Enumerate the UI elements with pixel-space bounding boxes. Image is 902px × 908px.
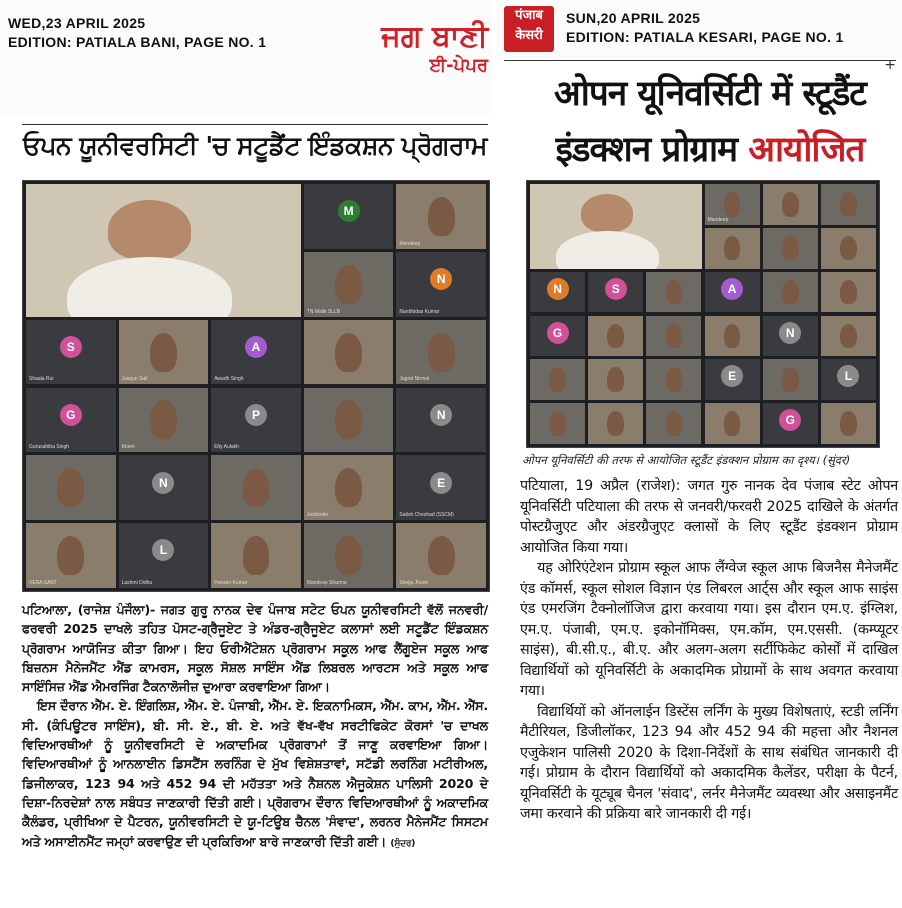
participant-avatar: A [245,336,267,358]
participant-tile [763,359,818,400]
participant-tile [304,523,394,588]
participant-tile [705,272,760,313]
participant-tile [119,523,209,588]
edition-info: EDITION: PATIALA KESARI, PAGE NO. 1 [566,29,844,45]
participant-avatar: E [721,365,743,387]
participant-avatar: S [60,336,82,358]
participant-figure [335,536,362,575]
participant-avatar: N [430,404,452,426]
participant-tile [119,320,209,385]
video-call-photo [22,180,490,592]
participant-tile [396,455,486,520]
participant-avatar: G [60,404,82,426]
paragraph-2-text: यह ओरिएंटेशन प्रोग्राम स्कूल आफ लैंग्वेज स्कूल आफ बिजनैस मैनेजमैंट एंड कॉमर्स, स्कूल सोशल विज्ञान एंड लिबरल आर्ट्स और स्कूल आफ साइंस एंड एमरजिंग टैक्नोलॉजिज द्वारा करवाया गया। इस दौरान एम.ए. इंग्लिश, एम.ए. पंजाबी, एम.ए. इकोनॉमिक्स, एम.कॉम, एम.एससी. (कम्प्यूटर साइंस), बी.सी.ए., बी.ए. और अलग-अलग सर्टीफिकेट कोर्सों में दाखिल विद्यार्थियों को यूनिवर्सिटी के अकादमिक प्रोग्रामों के साथ अवगत करवाया गया। [520,560,898,699]
participant-avatar: N [779,322,801,344]
participant-figure [782,192,799,216]
participant-avatar: N [547,278,569,300]
participant-figure [840,280,857,304]
participant-name: Gurusahiba Singh [29,444,70,451]
participant-tile [530,403,585,444]
participant-figure [150,400,177,439]
participant-figure [335,400,362,439]
edition-header [566,9,844,47]
participant-tile [705,228,760,269]
participant-tile [763,316,818,357]
participant-figure [840,411,857,435]
divider [22,124,488,125]
participant-avatar: N [152,472,174,494]
participant-figure [666,324,683,348]
participant-tile [26,523,116,588]
logo-subtitle: ਈ-ਪੇਪਰ [429,55,488,76]
participant-figure [724,411,741,435]
participant-tile [304,455,394,520]
participant-name: Lashmi Didhu [121,579,153,586]
article-body [22,600,488,854]
participant-tile [763,228,818,269]
participant-tile [26,455,116,520]
participant-tile [304,252,394,317]
video-call-photo [526,180,880,448]
edition-header [8,14,266,52]
participant-tile [646,403,701,444]
participant-figure [607,324,624,348]
participant-figure [335,265,362,304]
participant-figure [840,192,857,216]
participant-name: Awadh Singh [214,376,244,383]
participant-avatar: N [430,268,452,290]
headline-line-2 [520,126,900,174]
speaker-body [556,231,659,269]
participant-name: Shelja Jhoon [399,579,429,586]
participant-tile [646,359,701,400]
photo-credit: (ਸੁੰਦਰ) [390,838,416,849]
participant-figure [666,280,683,304]
participant-tile [821,228,876,269]
participant-tile [211,388,301,453]
participant-name: Jashinder [306,512,329,519]
participant-tile [821,184,876,225]
participant-tile [705,359,760,400]
participant-tile [705,403,760,444]
participant-figure [57,468,84,507]
participant-tile [821,316,876,357]
participant-name: Satish Cheshad (SSCM) [399,512,454,519]
participant-figure [782,280,799,304]
headline-line-1: ओपन यूनिवर्सिटी में स्टूडैंट [554,74,866,114]
participant-name: Nanbhidas Kumar [399,308,440,315]
participant-tile [396,320,486,385]
participant-tile [588,272,643,313]
participant-tile [530,359,585,400]
participant-tile [821,359,876,400]
participant-figure [428,333,455,372]
participant-tile [304,320,394,385]
logo-line-2: केसरी [515,28,543,43]
participant-figure [666,367,683,391]
punjabkesari-logo [504,6,554,52]
paragraph-1-text: जगत गुरु नानक देव पंजाब स्टेट ओपन यूनिवर्सिटी पटियाला की तरफ से जनवरी/फरवरी 2025 दाखिले के अंतर्गत पोस्टग्रैजुएट और अंडरग्रैजुएट क्लासों के लिए स्टूडैंट इंडक्शन प्रोग्राम आयोजित किया गया। [520,478,898,556]
participant-tile [211,320,301,385]
participant-figure [724,324,741,348]
participant-figure [150,333,177,372]
participant-avatar: P [245,404,267,426]
participant-tile [26,388,116,453]
participant-name: Jasgun Suli [121,376,148,383]
participant-figure [243,468,270,507]
edition-date: WED,23 APRIL 2025 [8,15,146,31]
participant-tile [396,523,486,588]
participant-name: Peesen Kumar [214,579,248,586]
main-speaker-tile [530,184,702,269]
participant-avatar: M [338,200,360,222]
paragraph-2 [22,696,488,853]
participant-tile [396,252,486,317]
participant-avatar: E [430,472,452,494]
participant-tile [119,455,209,520]
participant-tile [646,316,701,357]
speaker-figure [108,200,190,260]
participant-tile [530,272,585,313]
participant-tile [763,272,818,313]
speaker-body [67,257,232,317]
participant-name: Elty Aulakh [214,444,239,451]
participant-tile [304,184,394,249]
participant-figure [607,411,624,435]
participant-tile [211,455,301,520]
photo-caption: ओपन यूनिवर्सिटी की तरफ से आयोजित स्टूडैंट इंडक्शन प्रोग्राम का दृश्य। (सुंदर) [522,453,851,467]
participant-tile [763,184,818,225]
main-speaker-tile [26,184,301,317]
participant-name: Khem [121,444,135,451]
speaker-figure [581,194,632,232]
participant-figure [782,367,799,391]
dateline: ਪਟਿਆਲਾ, [22,602,72,617]
participant-tile [396,184,486,249]
participant-figure [549,411,566,435]
participant-tile [588,316,643,357]
paragraph-3 [520,702,898,825]
participant-figure [57,536,84,575]
punjabkesari-clipping [496,0,902,908]
participant-figure [724,192,741,216]
edition-date: SUN,20 APRIL 2025 [566,10,701,26]
participant-tile [821,403,876,444]
participant-tile [705,184,760,225]
paragraph-1 [22,600,488,696]
paragraph-3-text: विद्यार्थियों को ऑनलाईन डिस्टेंस लर्निंग के मुख्य विशेषताएं, स्टडी लर्निंग मैटीरियल, डिजीलॉकर, 123 94 और 452 94 की महत्ता और नैशनल एजुकेशन पालिसी 2020 के दिशा-निर्देशों के साथ संबंधित जानकारी दी गई। प्रोग्राम के दौरान विद्यार्थियों को अकादमिक कैलेंडर, परीक्षा के पैटर्न, यूनिवर्सिटी के यूट्यूब चैनल 'संवाद', लर्नर मैनेजमैंट व्यवस्था और असाइनमैंट जमा करवाने की प्रक्रिया बारे जानकारी दी गई। [520,703,898,822]
paragraph-1-text: (ਰਾਜੇਸ਼ ਪੰਜੌਲਾ)- ਜਗਤ ਗੁਰੂ ਨਾਨਕ ਦੇਵ ਪੰਜਾਬ ਸਟੇਟ ਓਪਨ ਯੂਨੀਵਰਸਿਟੀ ਵੱਲੋਂ ਜਨਵਰੀ/ਫਰਵਰੀ 2025 ਦਾਖਲੇ ਤਹਿਤ ਪੋਸਟ-ਗ੍ਰੈਜੂਏਟ ਤੇ ਅੰਡਰ-ਗ੍ਰੈਜੂਏਟ ਕਲਾਸਾਂ ਲਈ ਸਟੂਡੈਂਟ ਇੰਡਕਸ਼ਨ ਪ੍ਰੋਗਰਾਮ ਆਯੋਜਿਤ ਕੀਤਾ ਗਿਆ। ਇਹ ਓਰੀਐਂਟੇਸ਼ਨ ਪ੍ਰੋਗਰਾਮ ਸਕੂਲ ਆਫ ਲੈਂਗੂਏਜ ਸਕੂਲ ਆਫ ਬਿਜ਼ਨਸ ਮੈਨੇਜਮੈਂਟ ਐਂਡ ਕਾਮਰਸ, ਸਕੂਲ ਸੋਸ਼ਲ ਸਾਇੰਸ ਐਂਡ ਲਿਬਰਲ ਆਰਟਸ ਅਤੇ ਸਕੂਲ ਆਫ ਸਾਇੰਸਿਜ਼ ਐਂਡ ਐਮਰਜਿੰਗ ਟੈਕਨਾਲੋਜੀਜ਼ ਦੁਆਰਾ ਕਰਵਾਇਆ ਗਿਆ। [22,602,489,695]
participant-tile [821,272,876,313]
paragraph-2-text: ਇਸ ਦੌਰਾਨ ਐੱਮ. ਏ. ਇੰਗਲਿਸ਼, ਐੱਮ. ਏ. ਪੰਜਾਬੀ, ਐੱਮ. ਏ. ਇਕਨਾਮਿਕਸ, ਐੱਮ. ਕਾਮ, ਐੱਮ. ਐੱਸ. ਸੀ. (ਕੰਪਿਊਟਰ ਸਾਇੰਸ), ਬੀ. ਸੀ. ਏ., ਬੀ. ਏ. ਅਤੇ ਵੱਖ-ਵੱਖ ਸਰਟੀਫਿਕੇਟ ਕੋਰਸਾਂ 'ਚ ਦਾਖਲ ਵਿਦਿਆਰਥੀਆਂ ਨੂੰ ਯੂਨੀਵਰਸਿਟੀ ਦੇ ਅਕਾਦਮਿਕ ਪ੍ਰੋਗਰਾਮਾਂ ਤੋਂ ਜਾਣੂ ਕਰਵਾਇਆ ਗਿਆ। ਵਿਦਿਆਰਥੀਆਂ ਨੂੰ ਆਨਲਾਈਨ ਡਿਸਟੈਂਸ ਲਰਨਿੰਗ ਦੇ ਮੁੱਖ ਵਿਸ਼ੇਸ਼ਤਾਵਾਂ, ਸਟੱਡੀ ਲਰਨਿੰਗ ਮਟੀਰੀਅਲ, ਡਿਜੀਲਾਕਰ, 123 94 ਅਤੇ 452 94 ਦੀ ਮਹੱਤਤਾ ਅਤੇ ਨੈਸ਼ਨਲ ਐਜੂਕੇਸ਼ਨ ਪਾਲਿਸੀ 2020 ਦੇ ਦਿਸ਼ਾ-ਨਿਰਦੇਸ਼ਾਂ ਨਾਲ ਸਬੰਧਤ ਜਾਣਕਾਰੀ ਦਿੱਤੀ ਗਈ। ਪ੍ਰੋਗਰਾਮ ਦੌਰਾਨ ਵਿਦਿਆਰਥੀਆਂ ਨੂੰ ਅਕਾਦਮਿਕ ਕੈਲੰਡਰ, ਪ੍ਰੀਖਿਆ ਦੇ ਪੈਟਰਨ, ਯੂਨੀਵਰਸਿਟੀ ਦੇ ਯੂ-ਟਿਊਬ ਚੈਨਲ 'ਸੰਵਾਦ', ਲਰਨਰ ਮੈਨੇਜਮੈਂਟ ਸਿਸਟਮ ਅਤੇ ਅਸਾਈਨਮੈਂਟ ਜਮ੍ਹਾਂ ਕਰਵਾਉਣ ਦੀ ਪ੍ਰਕਿਰਿਆ ਬਾਰੇ ਜਾਣਕਾਰੀ ਦਿੱਤੀ ਗਈ। [22,698,489,849]
participant-figure [243,536,270,575]
participant-figure [724,236,741,260]
participant-figure [607,367,624,391]
paragraph-1 [520,476,898,558]
participant-avatar: G [779,409,801,431]
participant-figure [428,197,455,236]
paragraph-2 [520,558,898,702]
article-body [520,476,898,825]
participant-avatar: S [605,278,627,300]
participant-tile [119,388,209,453]
participant-name: Jagrat Nirmal [399,376,430,383]
participant-name: Mandeep [707,216,729,223]
participant-figure [666,411,683,435]
participant-tile [530,316,585,357]
participant-tile [763,403,818,444]
participant-avatar: L [152,539,174,561]
headline-part-a: इंडक्शन प्रोग्राम [555,130,749,170]
participant-name: Mandeep Sharma [306,579,347,586]
participant-avatar: G [547,322,569,344]
headline: ਓਪਨ ਯੂਨੀਵਰਸਿਟੀ 'ਚ ਸਟੂਡੈਂਟ ਇੰਡਕਸ਼ਨ ਪ੍ਰੋਗਰਾਮ [23,131,487,160]
participant-name: VERA SANT [29,579,58,586]
participant-tile [646,272,701,313]
participant-tile [211,523,301,588]
participant-figure [335,468,362,507]
logo-title: ਜਗ ਬਾਣੀ [381,19,488,54]
crop-mark: + [884,57,896,73]
participant-tile [705,316,760,357]
participant-tile [304,388,394,453]
participant-figure [549,367,566,391]
participant-name: TN Malik SLLB [306,308,341,315]
participant-name: Shaala Rui [29,376,54,383]
participant-avatar: L [837,365,859,387]
participant-figure [782,236,799,260]
participant-figure [840,324,857,348]
participant-figure [335,333,362,372]
participant-tile [588,403,643,444]
participant-tile [588,359,643,400]
divider [504,60,896,61]
logo-line-1: पंजाब [515,8,543,23]
participant-avatar: A [721,278,743,300]
participant-figure [840,236,857,260]
participant-figure [428,536,455,575]
headline-part-b: आयोजित [748,130,865,170]
participant-tile [26,320,116,385]
participant-tile [396,388,486,453]
edition-info: EDITION: PATIALA BANI, PAGE NO. 1 [8,34,267,50]
participant-name: Mandeep [399,240,421,247]
jagbani-logo [358,20,488,78]
dateline: पटियाला, 19 अप्रैल (राजेश): [520,478,681,494]
